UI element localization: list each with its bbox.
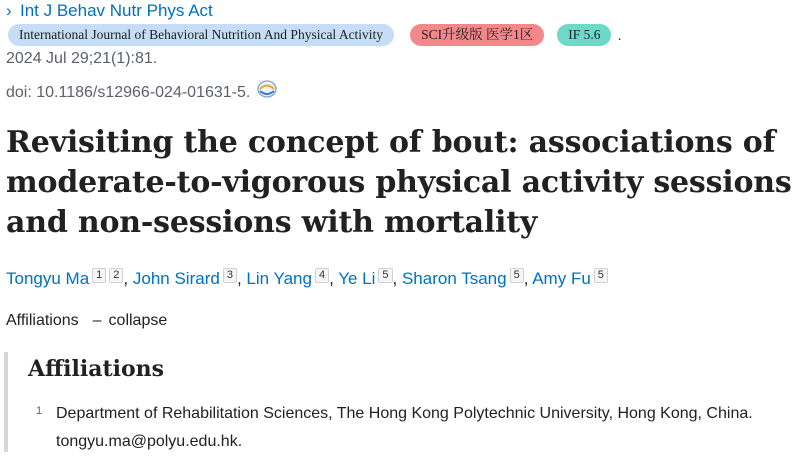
author-separator: , — [329, 269, 339, 288]
doi-text[interactable]: doi: 10.1186/s12966-024-01631-5. — [6, 84, 251, 101]
affiliation-item — [36, 400, 791, 456]
doi-row — [6, 84, 278, 102]
affiliation-ref[interactable]: 5 — [510, 268, 524, 283]
journal-fullname-badge: International Journal of Behavioral Nutrition And Physical Activity — [8, 24, 394, 46]
altmetric-icon[interactable] — [256, 78, 278, 100]
affiliation-ref[interactable]: 3 — [223, 268, 237, 283]
journal-link[interactable] — [6, 0, 213, 22]
journal-badges — [8, 24, 622, 46]
author-link[interactable]: John Sirard — [132, 269, 220, 288]
collapse-dash-icon: – — [92, 312, 102, 329]
author-separator: , — [392, 269, 402, 288]
affiliations-panel — [4, 352, 797, 452]
article-title: Revisiting the concept of bout: associations of moderate-to-vigorous physical activity sessions and non-sessions with mortality — [6, 125, 792, 240]
affiliation-ref[interactable]: 4 — [315, 268, 329, 283]
collapse-label[interactable]: collapse — [108, 312, 168, 329]
sci-rank-badge: SCI升级版 医学1区 — [410, 24, 544, 46]
affiliation-ref[interactable]: 5 — [594, 268, 608, 283]
chevron-right-icon: › — [6, 1, 12, 20]
badge-trailing-period: . — [617, 26, 622, 44]
author-link[interactable]: Tongyu Ma — [6, 269, 90, 288]
affiliation-number: 1 — [36, 405, 43, 417]
author-separator: , — [236, 269, 247, 288]
affiliation-text: Department of Rehabilitation Sciences, The Hong Kong Polytechnic University, Hong Kong, China. tongyu.ma@polyu.edu.hk. — [56, 405, 753, 450]
author-link[interactable]: Amy Fu — [532, 269, 591, 288]
author-link[interactable]: Sharon Tsang — [401, 269, 507, 288]
affiliations-heading: Affiliations — [28, 356, 165, 382]
author-list — [6, 268, 608, 289]
publication-date: 2024 Jul 29;21(1):81. — [6, 50, 158, 67]
affiliation-ref[interactable]: 2 — [109, 268, 123, 283]
affiliation-ref[interactable]: 5 — [378, 268, 392, 283]
affiliation-ref[interactable]: 1 — [92, 268, 106, 283]
affiliations-toggle[interactable] — [6, 312, 167, 330]
affiliations-toggle-label: Affiliations — [6, 312, 79, 329]
author-link[interactable]: Lin Yang — [246, 269, 312, 288]
author-link[interactable]: Ye Li — [338, 269, 376, 288]
author-separator: , — [523, 269, 533, 288]
author-separator: , — [123, 269, 133, 288]
journal-abbr-link[interactable]: Int J Behav Nutr Phys Act — [20, 1, 213, 20]
impact-factor-badge: IF 5.6 — [557, 24, 611, 46]
